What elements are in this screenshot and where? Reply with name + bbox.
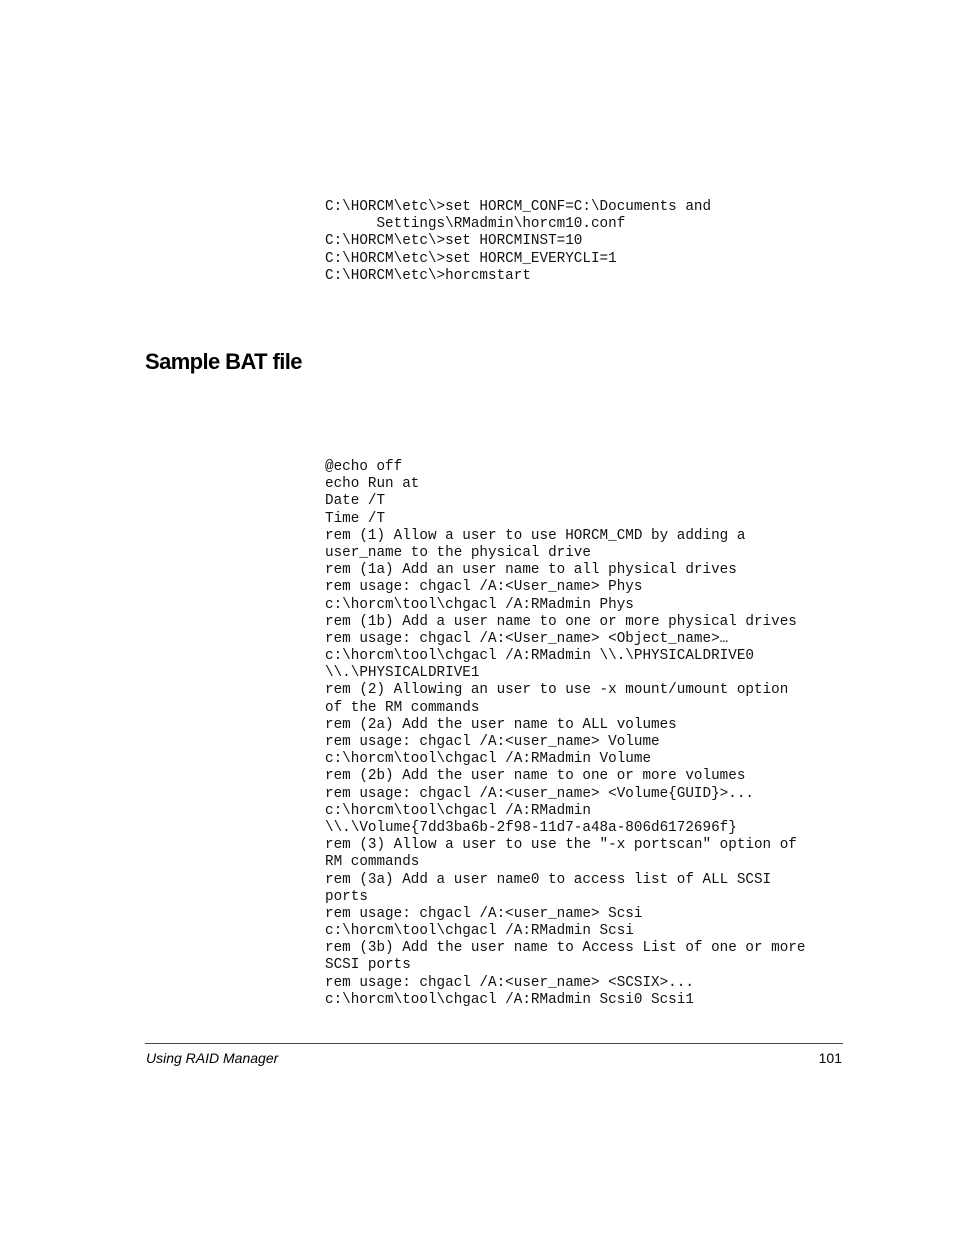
footer-document-title: Using RAID Manager	[146, 1050, 279, 1066]
code-line: echo Run at	[325, 476, 420, 493]
code-line: rem usage: chgacl /A:<user_name> Volume	[325, 734, 660, 750]
code-line: c:\horcm\tool\chgacl /A:RMadmin Phys	[325, 596, 634, 613]
code-line: \\.\Volume{7dd3ba6b-2f98-11d7-a48a-806d6172696f}	[325, 819, 737, 836]
code-line: rem (2b) Add the user name to one or more volumes	[325, 768, 746, 785]
code-line: c:\horcm\tool\chgacl /A:RMadmin \\.\PHYSICALDRIVE0	[325, 648, 754, 665]
code-line: rem usage: chgacl /A:<user_name> <Volume{GUID}>...	[325, 785, 754, 802]
code-line: C:\HORCM\etc\>set HORCM_EVERYCLI=1	[325, 250, 617, 267]
code-line: rem (1) Allow a user to use HORCM_CMD by adding a	[325, 527, 746, 544]
code-line: rem (1a) Add an user name to all physical drives	[325, 562, 737, 579]
code-line: C:\HORCM\etc\>set HORCM_CONF=C:\Documents and	[325, 199, 712, 215]
code-line: C:\HORCM\etc\>horcmstart	[325, 267, 531, 284]
code-line: c:\horcm\tool\chgacl /A:RMadmin Volume	[325, 751, 652, 768]
code-line: SCSI ports	[325, 957, 411, 974]
code-line: rem usage: chgacl /A:<user_name> <SCSIX>...	[325, 974, 694, 991]
code-line: c:\horcm\tool\chgacl /A:RMadmin Scsi	[325, 923, 634, 940]
code-line: user_name to the physical drive	[325, 544, 591, 561]
code-line: C:\HORCM\etc\>set HORCMINST=10	[325, 233, 583, 250]
section-heading: Sample BAT file	[145, 349, 302, 374]
code-line: c:\horcm\tool\chgacl /A:RMadmin	[325, 802, 591, 819]
code-line: @echo off	[325, 459, 403, 475]
code-line: rem usage: chgacl /A:<User_name> Phys	[325, 579, 643, 596]
footer-page-number: 101	[818, 1050, 842, 1066]
horcm-env-code-block	[325, 199, 711, 285]
code-line: ports	[325, 888, 368, 905]
code-line: RM commands	[325, 854, 420, 871]
code-line: rem (1b) Add a user name to one or more physical drives	[325, 613, 797, 630]
code-line: rem (2) Allowing an user to use -x mount/umount option	[325, 682, 789, 699]
code-line: \\.\PHYSICALDRIVE1	[325, 665, 480, 682]
code-line: rem (3a) Add a user name0 to access list of ALL SCSI	[325, 871, 772, 888]
code-line: of the RM commands	[325, 699, 480, 716]
sample-bat-code-block	[325, 459, 805, 1009]
code-line: Time /T	[325, 510, 386, 527]
code-line: Date /T	[325, 493, 386, 510]
code-line: rem usage: chgacl /A:<User_name> <Object_name>…	[325, 630, 729, 647]
code-line: rem (3b) Add the user name to Access List of one or more	[325, 940, 806, 957]
code-line: rem (3) Allow a user to use the "-x portscan" option of	[325, 837, 797, 854]
code-line: Settings\RMadmin\horcm10.conf	[325, 216, 626, 233]
footer-divider	[145, 1043, 843, 1044]
code-line: rem usage: chgacl /A:<user_name> Scsi	[325, 905, 643, 922]
code-line: c:\horcm\tool\chgacl /A:RMadmin Scsi0 Scsi1	[325, 991, 694, 1008]
code-line: rem (2a) Add the user name to ALL volumes	[325, 716, 677, 733]
